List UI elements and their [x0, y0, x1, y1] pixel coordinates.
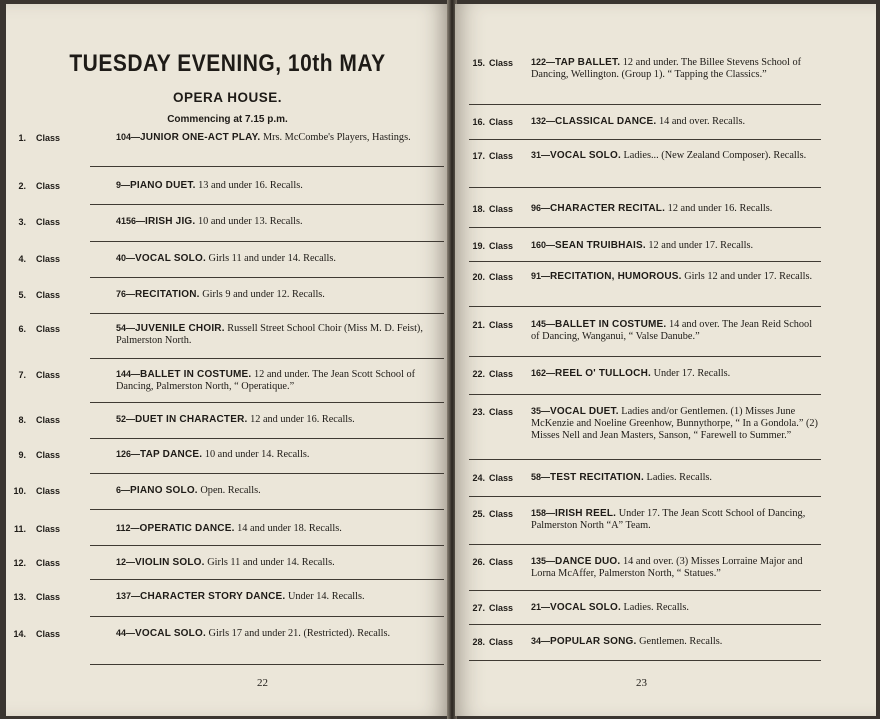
- event-details: 13 and under 16. Recalls.: [198, 180, 303, 191]
- entry-text: [116, 322, 442, 347]
- programme-entry: [18, 448, 442, 461]
- entry-text: [531, 635, 819, 648]
- class-number: 35: [531, 406, 542, 416]
- event-name: CHARACTER STORY DANCE.: [140, 591, 286, 602]
- programme-entry: [467, 318, 819, 343]
- entry-number: 5.: [18, 290, 26, 300]
- class-number: 44: [116, 628, 127, 638]
- entry-text: [531, 202, 819, 215]
- event-details: 12 and under 16. Recalls.: [250, 414, 355, 425]
- entry-text: [116, 627, 442, 640]
- class-label: Class: [36, 133, 61, 143]
- divider-rule: [469, 356, 821, 357]
- entry-text: [116, 288, 442, 301]
- event-name: DANCE DUO.: [555, 556, 621, 567]
- event-name: PIANO SOLO.: [130, 485, 198, 496]
- class-number: 34: [531, 636, 542, 646]
- divider-rule: [90, 473, 444, 474]
- dash-separator: —: [126, 414, 136, 424]
- entry-text: [531, 507, 819, 532]
- class-label: Class: [489, 241, 514, 251]
- event-details: Ladies. Recalls.: [623, 602, 689, 613]
- programme-entry: [13, 627, 442, 640]
- event-name: BALLET IN COSTUME.: [140, 369, 252, 380]
- entry-number: 26.: [472, 557, 485, 567]
- event-details: Under 17. The Jean Scott School of Dancing, Palmerston North “A” Team.: [531, 508, 806, 531]
- event-name: IRISH JIG.: [145, 216, 196, 227]
- event-details: Girls 11 and under 14. Recalls.: [208, 253, 336, 264]
- event-name: VOCAL DUET.: [550, 406, 619, 417]
- page-title: TUESDAY EVENING, 10th MAY: [69, 50, 386, 77]
- entry-text: [116, 413, 442, 426]
- dash-separator: —: [541, 602, 551, 612]
- divider-rule: [469, 261, 821, 262]
- divider-rule: [90, 402, 444, 403]
- divider-rule: [469, 544, 821, 545]
- class-number: 91: [531, 271, 542, 281]
- dash-separator: —: [541, 271, 551, 281]
- class-number: 132: [531, 116, 547, 126]
- class-number: 145: [531, 319, 547, 329]
- divider-rule: [469, 394, 821, 395]
- entry-number: 11.: [13, 524, 26, 534]
- class-label: Class: [489, 637, 514, 647]
- class-number: 31: [531, 150, 542, 160]
- programme-entry: [18, 252, 442, 265]
- dash-separator: —: [131, 369, 141, 379]
- divider-rule: [469, 306, 821, 307]
- event-name: JUNIOR ONE-ACT PLAY.: [140, 132, 261, 143]
- class-number: 137: [116, 591, 132, 601]
- entry-number: 4.: [18, 254, 26, 264]
- event-name: CLASSICAL DANCE.: [555, 116, 657, 127]
- divider-rule: [469, 227, 821, 228]
- class-number: 135: [531, 556, 547, 566]
- class-label: Class: [489, 320, 514, 330]
- event-details: 12 and under. The Billee Stevens School of Dancing, Wellington. (Group 1). “ Tapping the Classics.”: [531, 57, 802, 80]
- divider-rule: [469, 104, 821, 105]
- divider-rule: [90, 438, 444, 439]
- dash-separator: —: [546, 57, 556, 67]
- entry-text: [531, 56, 819, 81]
- event-name: PIANO DUET.: [130, 180, 196, 191]
- event-details: 10 and under 13. Recalls.: [197, 216, 303, 227]
- dash-separator: —: [546, 556, 556, 566]
- programme-entry: [467, 367, 819, 380]
- class-label: Class: [36, 629, 61, 639]
- dash-separator: —: [126, 253, 136, 263]
- dash-separator: —: [541, 472, 551, 482]
- divider-rule: [469, 139, 821, 140]
- programme-entry: [467, 56, 819, 81]
- programme-entry: [13, 590, 442, 603]
- programme-entry: [18, 368, 442, 393]
- dash-separator: —: [546, 240, 556, 250]
- programme-entry: [18, 288, 442, 301]
- divider-rule: [469, 660, 821, 661]
- dash-separator: —: [541, 150, 551, 160]
- divider-rule: [90, 204, 444, 205]
- class-label: Class: [36, 486, 61, 496]
- divider-rule: [90, 664, 444, 665]
- class-number: 96: [531, 203, 542, 213]
- event-details: 12 and under 17. Recalls.: [648, 240, 754, 251]
- event-details: Ladies and/or Gentlemen. (1) Misses June McKenzie and Noeline Greenhow, Bunnythorpe, “ In a Gondola.” (2) Misses Nell and Jean Masters, Sanson, “ Farewell to Summer.”: [531, 406, 818, 441]
- event-name: CHARACTER RECITAL.: [550, 203, 666, 214]
- event-name: BALLET IN COSTUME.: [555, 319, 667, 330]
- entry-text: [531, 367, 819, 380]
- programme-entry: [18, 179, 442, 192]
- class-number: 112: [116, 523, 131, 533]
- event-details: 10 and under 14. Recalls.: [204, 449, 310, 460]
- class-number: 4156: [116, 216, 137, 226]
- dash-separator: —: [126, 557, 136, 567]
- entry-text: [116, 215, 442, 228]
- entry-number: 2.: [18, 181, 26, 191]
- event-details: Ladies... (New Zealand Composer). Recalls.: [623, 150, 807, 161]
- entry-text: [531, 471, 819, 484]
- entry-number: 15.: [472, 58, 485, 68]
- event-details: Open. Recalls.: [200, 485, 261, 496]
- entry-number: 19.: [472, 241, 485, 251]
- class-label: Class: [36, 324, 61, 334]
- divider-rule: [90, 545, 444, 546]
- right-page: [455, 4, 876, 716]
- event-details: Girls 11 and under 14. Recalls.: [207, 557, 335, 568]
- entry-text: [116, 522, 442, 535]
- entry-number: 24.: [472, 473, 485, 483]
- event-name: VOCAL SOLO.: [135, 628, 206, 639]
- class-label: Class: [489, 204, 514, 214]
- class-label: Class: [489, 407, 514, 417]
- programme-entry: [467, 149, 819, 162]
- dash-separator: —: [121, 180, 131, 190]
- class-label: Class: [489, 603, 514, 613]
- class-label: Class: [489, 272, 514, 282]
- divider-rule: [90, 509, 444, 510]
- class-number: 54: [116, 323, 127, 333]
- programme-entry: [467, 601, 819, 614]
- divider-rule: [469, 624, 821, 625]
- venue-heading: OPERA HOUSE.: [172, 90, 283, 105]
- class-label: Class: [489, 509, 514, 519]
- entry-number: 9.: [18, 450, 26, 460]
- class-number: 52: [116, 414, 127, 424]
- class-number: 9: [116, 180, 122, 190]
- class-label: Class: [36, 524, 61, 534]
- class-label: Class: [36, 370, 61, 380]
- event-name: POPULAR SONG.: [550, 636, 637, 647]
- dash-separator: —: [541, 636, 551, 646]
- entry-number: 14.: [13, 629, 26, 639]
- entry-text: [116, 131, 442, 144]
- class-label: Class: [36, 290, 61, 300]
- entry-number: 3.: [18, 217, 26, 227]
- entry-number: 21.: [472, 320, 485, 330]
- event-name: VOCAL SOLO.: [550, 602, 621, 613]
- dash-separator: —: [136, 216, 146, 226]
- event-name: VIOLIN SOLO.: [135, 557, 205, 568]
- dash-separator: —: [131, 449, 141, 459]
- commencing-time: Commencing at 7.15 p.m.: [167, 114, 288, 125]
- entry-text: [531, 115, 819, 128]
- event-details: Girls 12 and under 17. Recalls.: [684, 271, 813, 282]
- programme-entry: [13, 484, 442, 497]
- class-label: Class: [36, 592, 61, 602]
- entry-text: [116, 556, 442, 569]
- entry-number: 8.: [18, 415, 26, 425]
- entry-number: 25.: [472, 509, 485, 519]
- event-details: 14 and over. (3) Misses Lorraine Major and Lorna McAffer, Palmerston North, “ Statues.”: [531, 556, 803, 579]
- dash-separator: —: [131, 132, 141, 142]
- class-label: Class: [489, 117, 514, 127]
- class-number: 160: [531, 240, 547, 250]
- programme-entry: [467, 405, 819, 442]
- programme-entry: [467, 202, 819, 215]
- dash-separator: —: [130, 523, 140, 533]
- programme-entry: [467, 270, 819, 283]
- entry-number: 20.: [472, 272, 485, 282]
- dash-separator: —: [126, 628, 136, 638]
- programme-entry: [18, 215, 442, 228]
- event-name: REEL O' TULLOCH.: [555, 368, 651, 379]
- class-number: 162: [531, 368, 547, 378]
- divider-rule: [90, 277, 444, 278]
- entry-number: 1.: [18, 133, 26, 143]
- entry-text: [531, 555, 819, 580]
- class-label: Class: [36, 181, 61, 191]
- event-details: Girls 17 and under 21. (Restricted). Recalls.: [208, 628, 391, 639]
- divider-rule: [90, 579, 444, 580]
- divider-rule: [90, 616, 444, 617]
- event-name: IRISH REEL.: [555, 508, 617, 519]
- programme-entry: [467, 507, 819, 532]
- class-number: 104: [116, 132, 132, 142]
- class-label: Class: [489, 151, 514, 161]
- programme-entry: [467, 239, 819, 252]
- event-name: RECITATION, HUMOROUS.: [550, 271, 682, 282]
- event-name: OPERATIC DANCE.: [139, 523, 235, 534]
- dash-separator: —: [546, 116, 556, 126]
- entry-number: 28.: [472, 637, 485, 647]
- entry-text: [116, 252, 442, 265]
- divider-rule: [90, 358, 444, 359]
- entry-number: 17.: [472, 151, 485, 161]
- entry-number: 12.: [13, 558, 26, 568]
- class-number: 158: [531, 508, 547, 518]
- event-details: Gentlemen. Recalls.: [639, 636, 723, 647]
- event-name: RECITATION.: [135, 289, 200, 300]
- class-label: Class: [36, 558, 61, 568]
- event-details: 14 and over. Recalls.: [658, 116, 746, 127]
- event-name: TEST RECITATION.: [550, 472, 644, 483]
- event-name: JUVENILE CHOIR.: [135, 323, 225, 334]
- programme-entry: [467, 555, 819, 580]
- event-details: 12 and under. The Jean Scott School of Dancing, Palmerston North, “ Operatique.”: [116, 369, 416, 392]
- entry-text: [531, 239, 819, 252]
- class-label: Class: [36, 450, 61, 460]
- entry-text: [116, 590, 442, 603]
- divider-rule: [90, 313, 444, 314]
- dash-separator: —: [126, 289, 136, 299]
- event-details: Under 17. Recalls.: [653, 368, 731, 379]
- class-number: 122: [531, 57, 547, 67]
- entry-number: 7.: [18, 370, 26, 380]
- divider-rule: [469, 459, 821, 460]
- dash-separator: —: [546, 319, 556, 329]
- event-details: 14 and under 18. Recalls.: [237, 523, 342, 534]
- programme-entry: [18, 322, 442, 347]
- programme-entry: [13, 522, 442, 535]
- class-number: 6: [116, 485, 122, 495]
- entry-number: 10.: [13, 486, 26, 496]
- class-number: 126: [116, 449, 132, 459]
- entry-number: 22.: [472, 369, 485, 379]
- entry-text: [116, 179, 442, 192]
- entry-text: [116, 368, 442, 393]
- page-number: 22: [257, 677, 268, 689]
- class-label: Class: [36, 217, 61, 227]
- class-label: Class: [36, 254, 61, 264]
- entry-text: [531, 149, 819, 162]
- programme-entry: [467, 471, 819, 484]
- entry-text: [116, 448, 442, 461]
- entry-text: [116, 484, 442, 497]
- dash-separator: —: [546, 368, 556, 378]
- class-label: Class: [489, 557, 514, 567]
- class-number: 21: [531, 602, 542, 612]
- programme-entry: [18, 413, 442, 426]
- divider-rule: [90, 166, 444, 167]
- class-number: 40: [116, 253, 127, 263]
- event-details: Under 14. Recalls.: [287, 591, 365, 602]
- dash-separator: —: [541, 406, 551, 416]
- divider-rule: [469, 187, 821, 188]
- programme-entry: [18, 131, 442, 144]
- divider-rule: [469, 590, 821, 591]
- event-name: TAP DANCE.: [140, 449, 203, 460]
- programme-entry: [467, 635, 819, 648]
- event-name: SEAN TRUIBHAIS.: [555, 240, 646, 251]
- class-label: Class: [489, 473, 514, 483]
- event-details: 12 and under 16. Recalls.: [667, 203, 773, 214]
- event-name: VOCAL SOLO.: [550, 150, 621, 161]
- event-name: VOCAL SOLO.: [135, 253, 206, 264]
- class-number: 12: [116, 557, 127, 567]
- entry-number: 23.: [472, 407, 485, 417]
- entry-number: 18.: [472, 204, 485, 214]
- entry-number: 16.: [472, 117, 485, 127]
- event-details: Russell Street School Choir (Miss M. D. Feist), Palmerston North.: [116, 323, 423, 346]
- divider-rule: [469, 496, 821, 497]
- programme-entry: [13, 556, 442, 569]
- entry-text: [531, 270, 819, 283]
- event-details: Girls 9 and under 12. Recalls.: [202, 289, 325, 300]
- dash-separator: —: [126, 323, 136, 333]
- event-details: Ladies. Recalls.: [646, 472, 713, 483]
- dash-separator: —: [546, 508, 556, 518]
- class-label: Class: [489, 58, 514, 68]
- entry-text: [531, 601, 819, 614]
- class-label: Class: [36, 415, 61, 425]
- programme-entry: [467, 115, 819, 128]
- entry-number: 13.: [13, 592, 26, 602]
- entry-text: [531, 405, 819, 442]
- dash-separator: —: [541, 203, 551, 213]
- event-details: 14 and over. The Jean Reid School of Dancing, Wanganui, “ Valse Danube.”: [531, 319, 813, 342]
- entry-text: [531, 318, 819, 343]
- class-number: 76: [116, 289, 127, 299]
- page-number: 23: [636, 677, 647, 689]
- entry-number: 27.: [472, 603, 485, 613]
- left-page: [6, 4, 449, 716]
- divider-rule: [90, 241, 444, 242]
- entry-number: 6.: [18, 324, 26, 334]
- event-name: DUET IN CHARACTER.: [135, 414, 248, 425]
- class-number: 58: [531, 472, 542, 482]
- dash-separator: —: [131, 591, 141, 601]
- event-name: TAP BALLET.: [555, 57, 621, 68]
- class-number: 144: [116, 369, 132, 379]
- dash-separator: —: [121, 485, 131, 495]
- class-label: Class: [489, 369, 514, 379]
- event-details: Mrs. McCombe's Players, Hastings.: [262, 132, 411, 143]
